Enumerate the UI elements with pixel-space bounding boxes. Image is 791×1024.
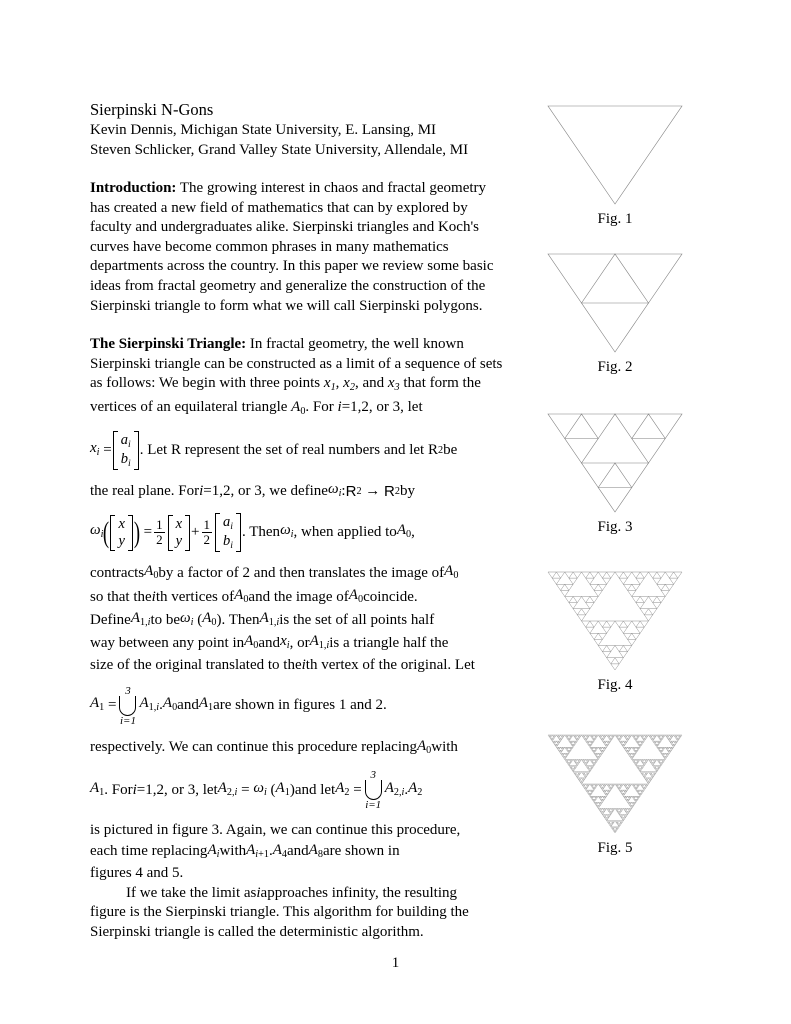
math-equals-4: =	[241, 781, 250, 798]
pictured-l1: is pictured in figure 3. Again, we can continue this procedure,	[90, 821, 461, 838]
column-vector-xy-1	[110, 515, 132, 551]
big-left-paren: (	[103, 515, 110, 549]
math-i-3: i	[151, 588, 156, 605]
contracts-l2c: and the image of	[248, 588, 349, 605]
math-x1: $x_1$	[323, 375, 336, 394]
equation-A2-union	[90, 770, 503, 811]
union-lower-limit-2: i=1	[365, 798, 382, 811]
math-A0-i: $A_0$	[162, 695, 178, 714]
math-A0-e: $A_0$	[234, 586, 249, 605]
contracts-line-2	[90, 586, 503, 609]
math-equals-5: =	[353, 781, 362, 798]
sierpinski-p1a: In fractal geometry, the well known Sierpinski triangle can be constructed as a limit of a sequence of sets as follows: We begin with three points	[90, 336, 503, 392]
introduction-paragraph	[90, 179, 503, 316]
figure-5	[520, 729, 710, 879]
contracts-line-3	[90, 609, 503, 632]
vec-entry-x-1: x	[118, 515, 125, 532]
sierpinski-triangle-level-2	[540, 408, 690, 518]
math-equals-3: =	[108, 697, 117, 714]
pictured-line-2	[90, 841, 503, 864]
limit-line-2	[90, 903, 503, 923]
paren-close-1: )	[216, 611, 222, 628]
math-A1-a: $A_1$	[90, 695, 105, 714]
pictured-line-3	[90, 864, 503, 884]
contracts-line-4	[90, 632, 503, 655]
math-A4: $A_4$	[272, 841, 287, 860]
figure-2-caption: Fig. 2	[597, 359, 633, 375]
math-xi: $x_i$	[90, 439, 100, 458]
pictured-line-1	[90, 821, 503, 841]
contracts-l1b: by a factor of 2 and then translates the image of	[158, 565, 445, 582]
contracts-l3a: Define	[90, 611, 131, 628]
math-A1i-4: $A_{1,i}$	[139, 695, 160, 714]
limit-line-1	[90, 884, 503, 904]
math-A2i-2: $A_{2,i}$	[384, 779, 405, 798]
math-x3: $x_3$	[387, 375, 400, 394]
paren-open-1: (	[197, 611, 203, 628]
limit-l1a: If we take the limit as	[126, 884, 257, 901]
equation-xi-tail: . Let R represent the set of real numbers and let R	[139, 441, 438, 458]
math-A1i-1: $A_{1,i}$	[130, 610, 151, 628]
real-plane-a: the real plane. For	[90, 482, 200, 499]
union-operator-2	[365, 770, 382, 811]
math-omega-i-5: $\omega_i$	[253, 779, 267, 798]
contracts-line-1	[90, 562, 503, 585]
eq4-b: =1,2, or 3, let	[136, 781, 218, 798]
vec-entry-y-2: y	[175, 532, 183, 549]
math-omega-i-2: $\omega_i$	[90, 522, 104, 540]
math-i-1: i	[337, 398, 342, 415]
page-number: 1	[391, 955, 400, 971]
math-colon-1: :	[341, 482, 346, 499]
text-column	[90, 100, 503, 942]
limit-l2: figure is the Sierpinski triangle. This algorithm for building the	[90, 904, 469, 921]
contracts-l5a: size of the original translated to the	[90, 656, 302, 673]
union-glyph-icon	[119, 696, 136, 716]
math-A0-h: $A_0$	[244, 633, 259, 652]
paren-open-2: (	[270, 781, 276, 798]
math-A1-b: $A_1$	[198, 695, 214, 714]
pictured-l2b: with	[219, 843, 247, 860]
figure-3-caption: Fig. 3	[597, 519, 633, 535]
column-vector-ab	[113, 431, 139, 470]
math-Ai-plus-1: $A_{i+1}$	[246, 841, 269, 860]
math-i-6: i	[256, 884, 261, 901]
sierpinski-triangle-level-1	[540, 248, 690, 358]
math-A8: $A_8$	[308, 841, 323, 860]
line-real-plane	[90, 480, 503, 503]
column-vector-xy-2	[168, 515, 190, 551]
contracts-l1a: contracts	[90, 565, 145, 582]
respectively-a: respectively. We can continue this procedure replacing	[90, 739, 417, 756]
equation-A1-union	[90, 686, 503, 727]
figure-1	[520, 100, 710, 248]
vec-entry-b-2: $b_i$	[223, 532, 233, 551]
sierpinski-p1d: . For	[305, 398, 338, 415]
figure-3	[520, 408, 710, 566]
figure-5-caption: Fig. 5	[597, 840, 633, 856]
contracts-line-5	[90, 656, 503, 676]
math-i-5: i	[132, 781, 137, 798]
vec-entry-y-1: y	[118, 532, 125, 549]
limit-l1b: approaches infinity, the resulting	[260, 884, 458, 901]
sierpinski-p1e: =1,2, or 3, let	[341, 398, 423, 415]
math-A1i-2: $A_{1,i}$	[259, 610, 280, 628]
introduction-body: The growing interest in chaos and fractal geometry has created a new field of mathematics that can by explored by faculty and undergraduates alike. Sierpinski triangles and Koch's curves have become common phrases in many mathematics departments across the country. In this paper we review some basic ideas from fractal geometry and generalize the construction of the Sierpinski triangle to form what we will call Sierpinski polygons.	[90, 180, 494, 314]
math-x2: $x_2$	[343, 375, 355, 394]
pictured-l2d: and	[287, 843, 309, 860]
sierpinski-p1c: that form the vertices of an equilateral triangle	[90, 375, 481, 415]
equation-omega-tail2: , when applied to	[293, 523, 397, 540]
eq4-dot: .	[404, 781, 409, 798]
math-A1i-3: $A_{1,i}$	[309, 633, 330, 652]
math-R-exp-2: 2	[356, 485, 362, 497]
math-A0-c: $A_0$	[144, 563, 159, 581]
math-A0-g: $A_0$	[202, 610, 217, 628]
author-line-1: Kevin Dennis, Michigan State University, E. Lansing, MI	[90, 122, 437, 138]
real-plane-b: =1,2, or 3, we define	[203, 482, 328, 499]
math-R-1: R	[345, 482, 357, 500]
math-i-4: i	[301, 656, 306, 673]
math-omega-i-1: $\omega_i$	[327, 480, 342, 499]
frac-denominator-2: 2	[203, 532, 210, 548]
math-xi-2: $x_i$	[280, 633, 290, 652]
union-upper-limit-1: 3	[125, 684, 131, 697]
math-A2-b: $A_2$	[408, 779, 423, 798]
eq4-a: . For	[104, 781, 133, 798]
figure-column	[520, 100, 710, 879]
math-equals-2: =	[143, 523, 153, 540]
math-Ai-1: $A_i$	[207, 841, 220, 860]
real-plane-c: by	[399, 482, 415, 499]
pictured-l2a: each time replacing	[90, 843, 208, 860]
math-R-exp-3: 2	[394, 485, 400, 497]
respectively-b: with	[431, 739, 458, 756]
sierpinski-triangle-level-6	[540, 729, 690, 839]
figure-1-caption: Fig. 1	[597, 211, 633, 227]
contracts-l4c: , or	[289, 635, 310, 652]
sierpinski-triangle-level-0	[540, 100, 690, 210]
author-line-2: Steven Schlicker, Grand Valley State University, Allendale, MI	[90, 141, 469, 158]
vec-entry-x-2: x	[175, 515, 183, 532]
figure-4	[520, 566, 710, 729]
math-A0-j: $A_0$	[417, 737, 432, 756]
math-plus-1: +	[191, 523, 200, 540]
paren-close-2: )	[289, 781, 295, 798]
pictured-l3: figures 4 and 5.	[90, 864, 184, 881]
figure-4-caption: Fig. 4	[597, 677, 633, 693]
sierpinski-triangle-paragraph	[90, 335, 503, 421]
sierpinski-triangle-level-4	[540, 566, 690, 676]
sierpinski-heading: The Sierpinski Triangle:	[90, 336, 247, 353]
contracts-l2a: so that the	[90, 588, 152, 605]
vec-entry-a: $a_i$	[120, 432, 131, 450]
limit-line-3	[90, 923, 503, 943]
pictured-l2c: .	[268, 843, 273, 860]
column-vector-ab-2	[215, 513, 241, 552]
introduction-heading: Introduction:	[90, 180, 177, 196]
union-lower-limit-1: i=1	[119, 714, 136, 727]
math-arrow-1: →	[365, 482, 381, 499]
math-R-exp-1: 2	[437, 444, 444, 456]
math-R-2: R	[384, 482, 395, 500]
figure-2	[520, 248, 710, 408]
eq3-tail-b: and	[177, 697, 199, 714]
math-equals-1: =	[103, 441, 112, 458]
contracts-l5b: th vertex of the original. Let	[305, 656, 475, 673]
eq4-c: and let	[294, 781, 336, 798]
math-omega-i-4: $\omega_i$	[180, 610, 194, 628]
fraction-one-half-2	[202, 518, 213, 547]
math-A0-f: $A_0$	[348, 586, 364, 605]
math-A1-c: $A_1$	[90, 779, 105, 798]
big-right-paren: )	[133, 515, 140, 549]
frac-numerator-2: 1	[203, 517, 210, 533]
union-upper-limit-2: 3	[370, 768, 376, 781]
contracts-l3b: to be	[150, 611, 181, 628]
math-i-2: i	[199, 482, 204, 499]
vec-entry-a-2: $a_i$	[223, 514, 233, 533]
eq3-tail-a: .	[159, 697, 163, 714]
eq3-tail-c: are shown in figures 1 and 2.	[213, 697, 387, 714]
contracts-l3c: . Then	[221, 611, 260, 628]
equation-xi-definition	[90, 431, 503, 470]
contracts-l4d: is a triangle half the	[329, 635, 449, 652]
contracts-l3d: is the set of all points half	[279, 611, 435, 628]
fraction-one-half-1	[154, 518, 165, 547]
union-glyph-icon-2	[365, 780, 382, 800]
equation-xi-tail2: be	[443, 441, 458, 458]
frac-denominator-1: 2	[156, 532, 163, 548]
contracts-l4b: and	[258, 635, 281, 652]
page-title: Sierpinski N-Gons	[90, 100, 214, 119]
sierpinski-p1b: , and	[354, 375, 388, 392]
contracts-l4a: way between any point in	[90, 635, 245, 652]
math-A1-d: $A_1$	[275, 779, 290, 798]
equation-omega-tail: . Then	[242, 523, 281, 540]
math-A2-a: $A_2$	[335, 779, 350, 798]
contracts-l2b: th vertices of	[155, 588, 235, 605]
vec-entry-b: $b_i$	[120, 450, 131, 469]
math-A0-b: $A_0$	[396, 522, 412, 540]
union-operator-1	[119, 686, 136, 727]
pictured-l2e: are shown in	[322, 843, 400, 860]
math-A2i-1: $A_{2,i}$	[217, 779, 238, 798]
equation-omega-definition	[90, 513, 503, 552]
limit-l3: Sierpinski triangle is called the deterministic algorithm.	[90, 923, 424, 940]
math-omega-i-3: $\omega_i$	[280, 522, 294, 540]
math-A0-d: $A_0$	[444, 563, 459, 581]
math-A0-a: $A_0$	[291, 398, 306, 417]
frac-numerator-1: 1	[156, 517, 163, 533]
sep-comma-1: ,	[335, 375, 344, 392]
respectively-line	[90, 737, 503, 760]
contracts-l2d: coincide.	[363, 588, 418, 605]
equation-omega-tail3: ,	[411, 523, 415, 540]
